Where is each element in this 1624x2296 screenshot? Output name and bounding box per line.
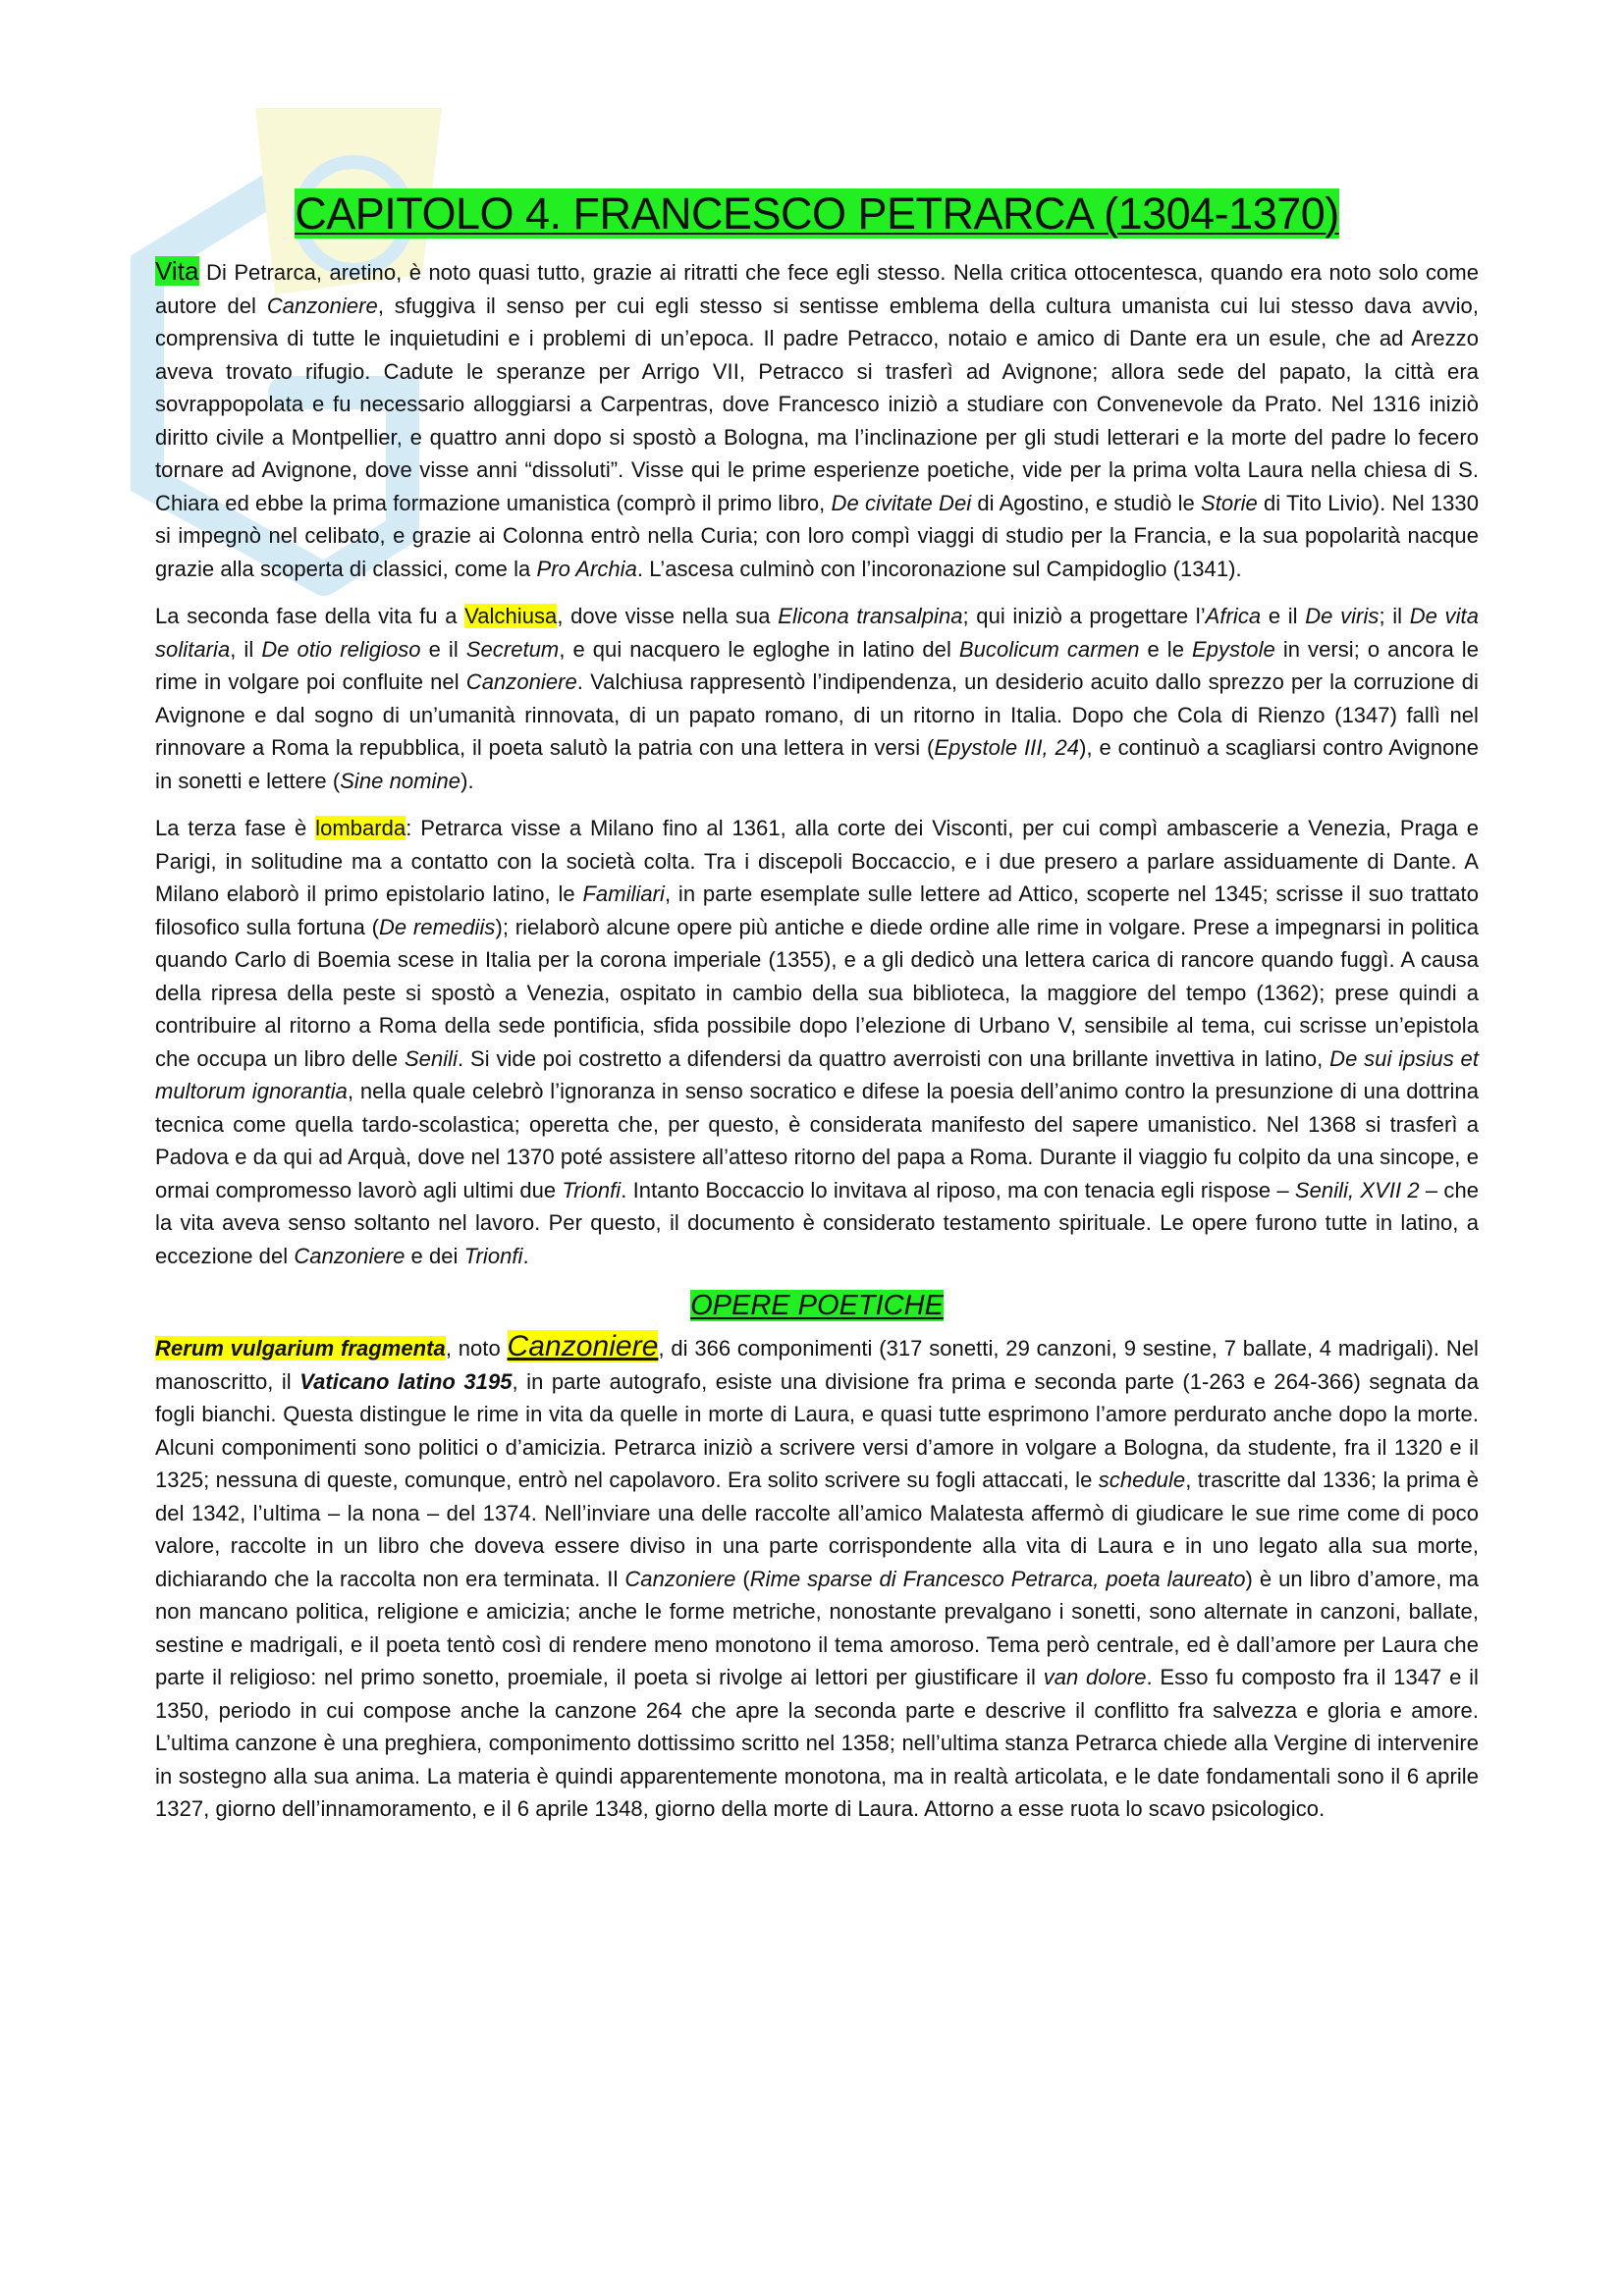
p1-segment: De civitate Dei xyxy=(831,490,972,515)
p1-segment: Pro Archia xyxy=(536,556,637,581)
paragraph-lombarda xyxy=(155,812,1479,1272)
p2-segment: Africa xyxy=(1205,604,1262,628)
p1-segment: di Agostino, e studiò le xyxy=(971,490,1202,515)
p2-segment: Epystole III, 24 xyxy=(934,735,1080,760)
p4-segment: schedule xyxy=(1098,1468,1186,1492)
section-heading-text: OPERE POETICHE xyxy=(690,1290,944,1321)
p3-segment: e dei xyxy=(405,1243,464,1268)
p3-segment: lombarda xyxy=(315,816,406,840)
p2-segment: Elicona transalpina xyxy=(778,604,963,628)
p3-segment: Senili xyxy=(404,1045,459,1071)
p2-segment: De vita solitaria xyxy=(155,604,1479,662)
p4-segment: Rerum vulgarium fragmenta xyxy=(155,1336,446,1361)
p3-segment: De sui ipsius et multorum ignorantia xyxy=(155,1045,1479,1103)
p4-segment: , noto xyxy=(445,1336,508,1361)
p4-segment: Vaticano latino 3195 xyxy=(299,1368,513,1394)
p4-segment: , in parte autografo, esiste una divisione fra prima e seconda parte (1-263 e 264-366) segnata da fogli bianchi. Questa distingue le rime in vita da quelle in morte di Laura, e quasi tutte esprimono l’amore perdurato anche dopo la morte. Alcuni componimenti sono politici o d’amicizia. Petrarca iniziò a scrivere versi d’amore in volgare a Bologna, da studente, fra il 1320 e il 1325; nessuna di queste, comunque, entrò nel capolavoro. Era solito scrivere su fogli attaccati, le xyxy=(155,1368,1479,1492)
p1-segment: Storie xyxy=(1201,490,1258,515)
p3-segment: . Si vide poi costretto a difendersi da quattro averroisti con una brillante invettiva in latino, xyxy=(458,1045,1330,1071)
page-title-text: CAPITOLO 4. FRANCESCO PETRARCA (1304-1370) xyxy=(295,188,1339,239)
p2-segment: Epystole xyxy=(1192,636,1275,662)
section-heading xyxy=(155,1287,1479,1324)
p3-segment: – che la vita aveva senso soltanto nel lavoro. Per questo, il documento è considerato testamento spirituale. Le opere furono tutte in latino, a eccezione del xyxy=(155,1177,1480,1268)
p2-segment: ; il xyxy=(1379,604,1410,628)
p1-segment: . L’ascesa culminò con l’incoronazione sul Campidoglio (1341). xyxy=(636,556,1242,581)
p2-segment: Canzoniere xyxy=(465,669,577,694)
p2-segment: , il xyxy=(230,636,262,662)
p1-segment: di Tito Livio). Nel 1330 si impegnò nel celibato, e grazie ai Colonna entrò nella Curia; con loro compì viaggi di studio per la Francia, e la sua popolarità nacque grazie alla scoperta di classici, come la xyxy=(155,490,1479,581)
p2-segment: La seconda fase della vita fu a xyxy=(155,604,465,628)
p3-segment: . xyxy=(522,1243,529,1268)
p2-segment: ), e continuò a scagliarsi contro Avignone in sonetti e lettere ( xyxy=(155,735,1479,793)
p2-segment: e il xyxy=(1261,604,1306,628)
p3-segment: Canzoniere xyxy=(294,1243,406,1268)
p1-segment: , sfuggiva il senso per cui egli stesso si sentisse emblema della cultura umanista cui lui stesso dava avvio, comprensiva di tutte le inquietudini e i problemi di un’epoca. Il padre Petracco, notaio e amico di Dante era un esule, che ad Arezzo aveva trovato rifugio. Cadute le speranze per Arrigo VII, Petracco si trasferì ad Avignone; allora sede del papato, la città era sovrappopolata e fu necessario alloggiarsi a Carpentras, dove Francesco iniziò a studiare con Convenevole da Prato. Nel 1316 iniziò diritto civile a Montpellier, e quattro anni dopo si spostò a Bologna, ma l’inclinazione per gli studi letterari e la morte del padre lo fecero tornare ad Avignone, dove visse anni “dissoluti”. Visse qui le prime esperienze poetiche, vide per la prima volta Laura nella chiesa di S. Chiara ed ebbe la prima formazione umanistica (comprò il primo libro, xyxy=(155,293,1479,515)
p3-segment: ); rielaborò alcune opere più antiche e diede ordine alle rime in volgare. Prese a impegnarsi in politica quando Carlo di Boemia scese in Italia per la corona imperiale (1355), e a gli dedicò una lettera carica di rancore quando fuggì. A causa della ripresa della peste si spostò a Venezia, ospitato in cambio della sua biblioteca, la maggiore del tempo (1362); prese quindi a contribuire al ritorno a Roma della sede pontificia, sfida possibile dopo l’elezione di Urbano V, sensibile al tema, cui scrisse un’epistola che occupa un libro delle xyxy=(155,914,1480,1071)
p1-segment: Vita xyxy=(155,256,199,286)
p3-segment: Trionfi xyxy=(463,1243,523,1268)
p1-segment: Canzoniere xyxy=(266,293,378,318)
p1-segment: Di Petrarca, aretino, è noto quasi tutto, grazie ai ritratti che fece egli stesso. Nella critica ottocentesca, quando era noto solo come autore del xyxy=(155,260,1479,318)
p3-segment: , in parte esemplate sulle lettere ad Attico, scoperte nel 1345; scrisse il suo trattato filosofico sulla fortuna ( xyxy=(155,881,1479,939)
document-page xyxy=(155,187,1479,1841)
p4-segment: , trascritte dal 1336; la prima è del 1342, l’ultima – la nona – del 1374. Nell’inviare una delle raccolte all’amico Malatesta affermò di giudicare le sue rime come di poco valore, raccolte in un libro che doveva essere diviso in una parte corrispondente alla vita di Laura e in uno legato alla sua morte, dichiarando che la raccolta non era terminata. Il xyxy=(155,1468,1479,1591)
p3-segment: Familiari xyxy=(582,881,665,906)
p3-segment: Trionfi xyxy=(562,1177,622,1202)
p3-segment: , nella quale celebrò l’ignoranza in senso socratico e difese la poesia dell’animo contro la presunzione di una dottrina tecnica come quella tardo-scolastica; operetta che, per questo, è considerata manifesto del sapere umanistico. Nel 1368 si trasferì a Padova e da qui ad Arquà, dove nel 1370 poté assistere all’atteso ritorno del papa a Roma. Durante il viaggio fu colpito da una sincope, e ormai compromesso lavorò agli ultimi due xyxy=(155,1079,1480,1202)
p3-segment: La terza fase è xyxy=(155,816,316,840)
p4-segment: Canzoniere xyxy=(624,1566,736,1591)
paragraph-vita xyxy=(155,255,1479,585)
p2-segment: Valchiusa xyxy=(464,604,558,628)
p2-segment: De otio religioso xyxy=(261,636,421,662)
p2-segment: ; qui iniziò a progettare l’ xyxy=(962,604,1206,628)
p2-segment: , dove visse nella sua xyxy=(557,604,779,628)
p3-segment: Senili, XVII 2 xyxy=(1294,1177,1420,1202)
p2-segment: e le xyxy=(1139,636,1193,662)
p2-segment: Bucolicum carmen xyxy=(958,636,1140,662)
p4-segment: Canzoniere xyxy=(507,1330,659,1362)
p2-segment: Secretum xyxy=(465,636,560,662)
p2-segment: De viris xyxy=(1305,604,1380,628)
p4-segment: ( xyxy=(735,1566,750,1591)
p2-segment: ). xyxy=(460,768,474,793)
p2-segment: . Valchiusa rappresentò l’indipendenza, un desiderio acuito dallo sprezzo per la corruzione di Avignone e dal sogno di un’umanità rinnovata, di un papato romano, di un ritorno in Italia. Dopo che Cola di Rienzo (1347) fallì nel rinnovare a Roma la repubblica, il poeta salutò la patria con una lettera in versi ( xyxy=(155,669,1479,760)
p2-segment: e il xyxy=(420,636,466,662)
paragraph-valchiusa xyxy=(155,600,1479,797)
p3-segment: . Intanto Boccaccio lo invitava al riposo, ma con tenacia egli rispose – xyxy=(621,1177,1295,1202)
page-title xyxy=(155,187,1479,241)
p4-segment: van dolore xyxy=(1043,1665,1147,1689)
p2-segment: in versi; o ancora le rime in volgare poi confluite nel xyxy=(155,636,1479,694)
paragraph-canzoniere xyxy=(155,1330,1479,1826)
p2-segment: , e qui nacquero le egloghe in latino del xyxy=(559,636,959,662)
p4-segment: . Esso fu composto fra il 1347 e il 1350, periodo in cui compose anche la canzone 264 che apre la seconda parte e descrive il conflitto fra salvezza e gloria e amore. L’ultima canzone è una preghiera, componimento dottissimo scritto nel 1358; nell’ultima stanza Petrarca chiede alla Vergine di intervenire in sostegno alla sua anima. La materia è quindi apparentemente monotona, ma in realtà articolata, e le date fondamentali sono il 6 aprile 1327, giorno dell’innamoramento, e il 6 aprile 1348, giorno della morte di Laura. Attorno a esse ruota lo scavo psicologico. xyxy=(155,1665,1479,1821)
p3-segment: : Petrarca visse a Milano fino al 1361, alla corte dei Visconti, per cui compì ambascerie a Venezia, Praga e Parigi, in solitudine ma a contatto con la società colta. Tra i discepoli Boccaccio, e i due presero a parlare assiduamente di Dante. A Milano elaborò il primo epistolario latino, le xyxy=(155,816,1479,906)
p4-segment: ) è un libro d’amore, ma non mancano politica, religione e amicizia; anche le forme metriche, nonostante prevalgano i sonetti, sono alternate in canzoni, ballate, sestine e madrigali, e il poeta tentò così di rendere meno monotono il tema amoroso. Tema però centrale, ed è dall’amore per Laura che parte il religioso: nel primo sonetto, proemiale, il poeta si rivolge ai lettori per giustificare il xyxy=(155,1566,1479,1689)
p2-segment: Sine nomine xyxy=(340,768,461,793)
p4-segment: , di 366 componimenti (317 sonetti, 29 canzoni, 9 sestine, 7 ballate, 4 madrigali). Nel manoscritto, il xyxy=(155,1336,1479,1394)
p4-segment: Rime sparse di Francesco Petrarca, poeta laureato xyxy=(749,1566,1246,1591)
p3-segment: De remediis xyxy=(378,914,496,939)
